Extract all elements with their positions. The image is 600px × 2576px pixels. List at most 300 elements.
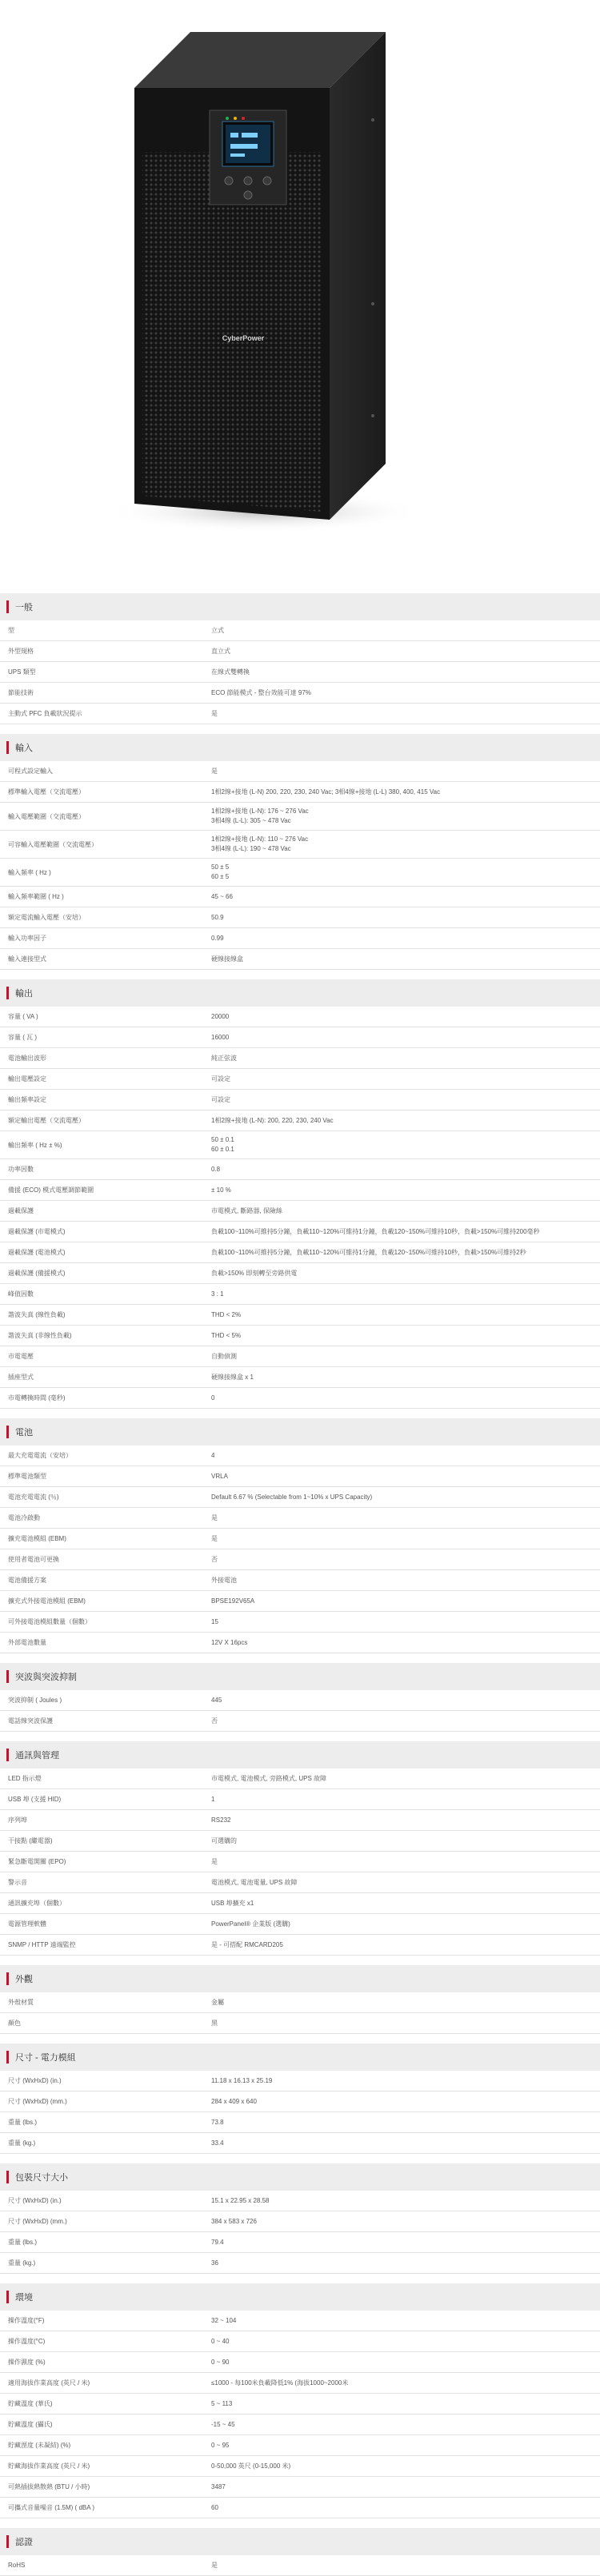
spec-label: 電池備援方案 [8, 1577, 46, 1584]
spec-row [0, 1487, 600, 1508]
spec-value [211, 1308, 600, 1322]
spec-section [0, 1418, 600, 1653]
spec-value [211, 2235, 600, 2250]
spec-value [211, 1246, 600, 1260]
spec-value-line: 36 [211, 2259, 218, 2267]
spec-value-line: 0.8 [211, 1165, 221, 1173]
spec-value-line: 60 ± 5 [211, 873, 230, 880]
spec-section [0, 2163, 600, 2274]
spec-label: 節能技術 [8, 689, 34, 696]
spec-row [0, 1690, 600, 1711]
section-title: 突波與突波抑制 [15, 1673, 77, 1682]
spec-value-line: 負載100~110%可維持5分鐘，負載110~120%可維持1分鐘，負載120~150%可維持10秒，負載>150%可維持2秒 [211, 1248, 526, 1256]
spec-label: 市電電壓 [8, 1353, 34, 1360]
spec-label: 過載保護 (備援模式) [8, 1270, 66, 1277]
spec-value-line: 33.4 [211, 2139, 224, 2147]
spec-value-line: 直立式 [211, 647, 230, 655]
spec-value-line: 32 ~ 104 [211, 2316, 237, 2324]
spec-value-line: 負載>150% 即刻轉至旁路供電 [211, 1269, 298, 1277]
section-header [0, 979, 600, 1007]
spec-label: 輸出頻率設定 [8, 1096, 46, 1103]
spec-label: 電池充電電流 (％) [8, 1493, 59, 1501]
spec-label: 操作溫度(°F) [8, 2317, 45, 2324]
spec-label: 使用者電池可更換 [8, 1556, 59, 1563]
spec-value [211, 931, 600, 946]
spec-row [0, 2373, 600, 2394]
spec-label: 緊急斷電開關 (EPO) [8, 1858, 66, 1865]
spec-label: 過載保護 [8, 1207, 34, 1214]
spec-row [0, 1111, 600, 1131]
spec-label: 輸入頻率範圍 ( Hz ) [8, 893, 64, 900]
section-header [0, 1965, 600, 1992]
spec-value-line: -15 ~ 45 [211, 2420, 235, 2428]
spec-label: 可容輸入電壓範圍（交流電壓） [8, 840, 98, 848]
spec-value-line: 60 [211, 2503, 218, 2511]
spec-row [0, 928, 600, 949]
spec-value-line: 可選購的 [211, 1836, 237, 1844]
spec-label: 警示音 [8, 1879, 27, 1886]
spec-row [0, 2092, 600, 2112]
spec-label: UPS 類型 [8, 668, 36, 676]
spec-value-line: 是 [211, 1857, 218, 1865]
spec-section [0, 1741, 600, 1956]
spec-row [0, 1069, 600, 1090]
spec-value [211, 2095, 600, 2109]
section-accent-bar [6, 2171, 9, 2183]
spec-label: 諧波失真 (非線性負載) [8, 1332, 72, 1339]
spec-value-line: 否 [211, 1555, 218, 1563]
spec-label: LED 指示燈 [8, 1775, 42, 1782]
spec-value-line: USB 埠擴充 x1 [211, 1899, 254, 1907]
spec-value [211, 1031, 600, 1045]
spec-value [211, 952, 600, 967]
spec-value [211, 2314, 600, 2328]
spec-value [211, 1133, 600, 1157]
spec-section [0, 734, 600, 970]
spec-label: 貯藏海拔作業高度 (英尺 / 米) [8, 2462, 90, 2470]
spec-row [0, 2071, 600, 2092]
spec-row [0, 1326, 600, 1346]
spec-value-line: 硬線接線盒 x 1 [211, 1373, 254, 1381]
spec-label: RoHS [8, 2562, 26, 2569]
spec-value [211, 785, 600, 800]
spec-value-line: 445 [211, 1696, 222, 1704]
section-title: 外觀 [15, 1975, 33, 1984]
spec-label: 適用海拔作業高度 (英尺 / 米) [8, 2379, 90, 2387]
spec-value-line: 384 x 583 x 726 [211, 2217, 257, 2225]
spec-label: 諧波失真 (線性負載) [8, 1311, 66, 1318]
section-header [0, 2283, 600, 2311]
spec-value-line: 可設定 [211, 1075, 230, 1083]
spec-row [0, 2311, 600, 2331]
section-title: 尺寸 - 電力模組 [15, 2053, 76, 2063]
spec-label: 峰值因數 [8, 1290, 34, 1298]
spec-value [211, 1996, 600, 2010]
spec-value-line: 45 ~ 66 [211, 892, 233, 900]
spec-value [211, 1114, 600, 1128]
spec-label: 尺寸 (WxHxD) (mm.) [8, 2098, 67, 2105]
spec-value-line: 60 ± 0.1 [211, 1146, 234, 1153]
spec-value [211, 1855, 600, 1869]
spec-row [0, 761, 600, 782]
section-header [0, 1741, 600, 1769]
spec-label: 備援 (ECO) 模式電壓調節範圍 [8, 1186, 94, 1194]
spec-label: 標準輸入電壓（交流電壓） [8, 788, 85, 796]
spec-value [211, 707, 600, 721]
section-accent-bar [6, 1972, 9, 1985]
spec-value-line: 黑 [211, 2019, 218, 2027]
section-accent-bar [6, 2291, 9, 2303]
spec-value-line: 1 [211, 1795, 215, 1803]
spec-section [0, 2283, 600, 2518]
spec-row [0, 2477, 600, 2498]
spec-value [211, 1813, 600, 1828]
spec-label: 擴充式外接電池模組 (EBM) [8, 1597, 86, 1605]
section-header [0, 2163, 600, 2191]
spec-row [0, 2232, 600, 2253]
spec-value [211, 1573, 600, 1588]
spec-row [0, 907, 600, 928]
spec-value [211, 1072, 600, 1087]
spec-row [0, 2211, 600, 2232]
section-accent-bar [6, 1749, 9, 1761]
spec-value [211, 2194, 600, 2208]
spec-label: 尺寸 (WxHxD) (in.) [8, 2197, 62, 2204]
section-accent-bar [6, 987, 9, 999]
spec-row [0, 1346, 600, 1367]
spec-value-line: 3 : 1 [211, 1290, 224, 1298]
spec-value [211, 686, 600, 700]
spec-label: 型 [8, 627, 14, 634]
spec-value-line: 1相2線+接地 (L-N) 200, 220, 230, 240 Vac; 3相4線+接地 (L-L) 380, 400, 415 Vac [211, 788, 441, 796]
spec-row [0, 831, 600, 859]
spec-row [0, 1992, 600, 2013]
spec-label: 操作濕度 (%) [8, 2359, 46, 2366]
spec-value-line: 負載100~110%可維持5分鐘，負載110~120%可維持1分鐘，負載120~150%可維持10秒，負載>150%可維持200毫秒 [211, 1227, 540, 1235]
spec-value-line: 73.8 [211, 2118, 224, 2126]
spec-value [211, 1772, 600, 1786]
spec-row [0, 1090, 600, 1111]
spec-value [211, 2016, 600, 2031]
spec-row [0, 1810, 600, 1831]
spec-value [211, 1162, 600, 1177]
spec-value [211, 1511, 600, 1525]
spec-label: 電池輸出波形 [8, 1055, 46, 1062]
spec-label: 重量 (kg.) [8, 2259, 36, 2267]
spec-label: 外殼材質 [8, 1999, 34, 2006]
spec-row [0, 1914, 600, 1935]
spec-value [211, 2397, 600, 2411]
spec-row [0, 1222, 600, 1242]
spec-value-line: 15.1 x 22.95 x 28.58 [211, 2196, 270, 2204]
spec-value-line: 3相4線 (L-L): 305 ~ 478 Vac [211, 817, 291, 824]
spec-value [211, 1225, 600, 1239]
spec-value-line: THD < 2% [211, 1310, 242, 1318]
spec-row [0, 641, 600, 662]
spec-value-line: 外接電池 [211, 1576, 237, 1584]
spec-label: 過載保護 (市電模式) [8, 1228, 66, 1235]
spec-row [0, 1852, 600, 1872]
spec-row [0, 1633, 600, 1653]
spec-row [0, 1935, 600, 1956]
spec-value [211, 665, 600, 680]
spec-value [211, 644, 600, 659]
spec-value-line: 4 [211, 1451, 215, 1459]
spec-label: 容量 ( VA ) [8, 1013, 38, 1020]
spec-row [0, 1591, 600, 1612]
spec-label: 突波抑制 ( Joules ) [8, 1697, 62, 1704]
section-accent-bar [6, 1670, 9, 1683]
spec-value [211, 2558, 600, 2573]
spec-row [0, 2415, 600, 2435]
spec-value-line: 1相2線+接地 (L-N): 110 ~ 276 Vac [211, 835, 309, 843]
spec-value-line: 否 [211, 1717, 218, 1725]
spec-row [0, 949, 600, 970]
spec-label: 輸入連接型式 [8, 955, 46, 963]
spec-value-line: 0 ~ 40 [211, 2337, 230, 2345]
spec-label: 主動式 PFC 負載狀況提示 [8, 710, 82, 717]
spec-label: 額定輸出電壓（交流電壓） [8, 1117, 85, 1124]
spec-label: 重量 (kg.) [8, 2139, 36, 2147]
spec-row [0, 2013, 600, 2034]
spec-label: 功率因數 [8, 1166, 34, 1173]
spec-row [0, 2191, 600, 2211]
spec-section [0, 979, 600, 1409]
spec-label: 尺寸 (WxHxD) (in.) [8, 2077, 62, 2084]
spec-value-line: 3487 [211, 2482, 226, 2490]
spec-label: 干接點 (繼電器) [8, 1837, 53, 1844]
spec-value-line: 50 ± 5 [211, 863, 230, 871]
spec-value [211, 1051, 600, 1066]
spec-value-line: 在線式雙轉換 [211, 668, 250, 676]
spec-value-line: 純正弦波 [211, 1054, 237, 1062]
spec-value [211, 1449, 600, 1463]
spec-row [0, 1007, 600, 1027]
spec-row [0, 2555, 600, 2576]
spec-label: 電話線突波保護 [8, 1717, 53, 1725]
spec-label: 額定電流輸入電壓（安培） [8, 914, 85, 921]
spec-value [211, 2355, 600, 2370]
spec-value [211, 2074, 600, 2088]
spec-row [0, 1508, 600, 1529]
spec-value-line: 是 [211, 2561, 218, 2569]
spec-label: 外部電池數量 [8, 1639, 46, 1646]
section-header [0, 734, 600, 761]
spec-value-line: 市電模式, 斷路器, 保險絲 [211, 1206, 282, 1214]
brand-logo: CyberPower [222, 334, 265, 342]
spec-row [0, 1367, 600, 1388]
spec-value-line: 5 ~ 113 [211, 2399, 233, 2407]
spec-row [0, 2253, 600, 2274]
spec-row [0, 683, 600, 704]
spec-value [211, 1876, 600, 1890]
spec-label: 通訊擴充埠（個數） [8, 1900, 66, 1907]
spec-label: 標準電池類型 [8, 1473, 46, 1480]
spec-value [211, 1370, 600, 1385]
ups-tower-illustration [0, 0, 600, 576]
section-header [0, 2044, 600, 2071]
spec-label: 容量 ( 瓦 ) [8, 1034, 37, 1041]
spec-label: USB 埠 (支援 HID) [8, 1796, 62, 1803]
spec-value [211, 1183, 600, 1198]
spec-label: 重量 (lbs.) [8, 2119, 37, 2126]
spec-label: 市電轉換時間 (毫秒) [8, 1394, 66, 1402]
spec-value-line: 0-50,000 英尺 (0-15,000 米) [211, 2462, 291, 2470]
section-accent-bar [6, 600, 9, 613]
spec-row [0, 2435, 600, 2456]
spec-section [0, 1663, 600, 1732]
spec-value-line: ± 10 % [211, 1186, 231, 1194]
spec-value [211, 832, 600, 856]
spec-value-line: 3相4線 (L-L): 190 ~ 478 Vac [211, 845, 291, 852]
spec-row [0, 859, 600, 887]
spec-value-line: 1相2線+接地 (L-N): 176 ~ 276 Vac [211, 807, 309, 815]
spec-row [0, 662, 600, 683]
spec-row [0, 803, 600, 831]
section-title: 電池 [15, 1428, 33, 1438]
spec-value-line: ≤1000 - 每100米負載降低1% (海拔1000~2000米 [211, 2379, 349, 2387]
spec-value [211, 2480, 600, 2494]
spec-value-line: 自動偵測 [211, 1352, 237, 1360]
section-title: 認證 [15, 2538, 33, 2547]
spec-row [0, 704, 600, 724]
spec-row [0, 1048, 600, 1069]
spec-value [211, 1266, 600, 1281]
spec-value [211, 911, 600, 925]
section-title: 輸出 [15, 989, 33, 999]
section-title: 輸入 [15, 744, 33, 753]
spec-value [211, 1792, 600, 1807]
spec-value [211, 2438, 600, 2453]
spec-value [211, 1010, 600, 1024]
spec-section [0, 593, 600, 724]
spec-value-line: 市電模式, 電池模式, 旁路模式, UPS 故障 [211, 1774, 327, 1782]
spec-label: 插座型式 [8, 1374, 34, 1381]
spec-row [0, 1549, 600, 1570]
spec-label: 尺寸 (WxHxD) (mm.) [8, 2218, 67, 2225]
spec-label: 輸出電壓設定 [8, 1075, 46, 1083]
spec-row [0, 1711, 600, 1732]
section-header [0, 593, 600, 620]
spec-value [211, 1896, 600, 1911]
spec-row [0, 1201, 600, 1222]
spec-value [211, 2501, 600, 2515]
section-accent-bar [6, 741, 9, 754]
spec-row [0, 782, 600, 803]
spec-value [211, 1287, 600, 1302]
spec-value-line: 79.4 [211, 2238, 224, 2246]
spec-row [0, 887, 600, 907]
spec-value [211, 890, 600, 904]
spec-label: 操作溫度(°C) [8, 2338, 46, 2345]
spec-row [0, 1529, 600, 1549]
spec-value-line: 可設定 [211, 1095, 230, 1103]
spec-value [211, 2418, 600, 2432]
spec-section [0, 2044, 600, 2154]
spec-value [211, 1532, 600, 1546]
spec-label: 電源管理軟體 [8, 1920, 46, 1928]
spec-value [211, 1490, 600, 1505]
spec-row [0, 2133, 600, 2154]
section-title: 一般 [15, 603, 33, 612]
spec-value [211, 2376, 600, 2391]
spec-value [211, 1553, 600, 1567]
spec-value-line: 是 [211, 709, 218, 717]
spec-row [0, 1570, 600, 1591]
spec-row [0, 2112, 600, 2133]
spec-row [0, 1446, 600, 1466]
spec-label: 序列埠 [8, 1816, 27, 1824]
spec-label: 輸入頻率 ( Hz ) [8, 868, 51, 876]
spec-row [0, 1131, 600, 1159]
spec-value-line: 是 [211, 1534, 218, 1542]
spec-row [0, 1180, 600, 1201]
spec-value [211, 1391, 600, 1406]
spec-row [0, 1769, 600, 1789]
spec-row [0, 1159, 600, 1180]
spec-section [0, 2528, 600, 2576]
spec-value [211, 1693, 600, 1708]
section-accent-bar [6, 1426, 9, 1438]
spec-value [211, 1917, 600, 1932]
spec-row [0, 1831, 600, 1852]
section-header [0, 1418, 600, 1446]
spec-value-line: 0.99 [211, 934, 224, 942]
spec-row [0, 1388, 600, 1409]
spec-value [211, 1093, 600, 1107]
spec-value-line: 電池模式, 電池電量, UPS 故障 [211, 1878, 298, 1886]
section-title: 包裝尺寸大小 [15, 2173, 68, 2183]
spec-label: 貯藏溼度 (未凝結) (%) [8, 2442, 71, 2449]
spec-row [0, 2331, 600, 2352]
spec-value-line: BPSE192V65A [211, 1597, 255, 1605]
spec-value-line: Default 6.67 % (Selectable from 1~10% x UPS Capacity) [211, 1493, 373, 1501]
spec-value-line: 50 ± 0.1 [211, 1136, 234, 1143]
spec-row [0, 1284, 600, 1305]
spec-label: 可程式設定輸入 [8, 768, 53, 775]
spec-label: 電池冷啟動 [8, 1514, 40, 1521]
spec-value [211, 1714, 600, 1729]
section-accent-bar [6, 2051, 9, 2064]
spec-value [211, 1469, 600, 1484]
spec-label: 可攜式音量噪音 (1.5M) ( dBA ) [8, 2504, 95, 2511]
spec-row [0, 2394, 600, 2415]
spec-value-line: 50.9 [211, 913, 224, 921]
spec-value [211, 1329, 600, 1343]
spec-label: 過載保護 (電池模式) [8, 1249, 66, 1256]
spec-value-line: 金屬 [211, 1998, 224, 2006]
section-header [0, 2528, 600, 2555]
spec-value-line: 是 [211, 1513, 218, 1521]
spec-value [211, 2115, 600, 2130]
section-title: 通訊與管理 [15, 1751, 59, 1761]
spec-value-line: 0 [211, 1394, 215, 1402]
spec-section [0, 1965, 600, 2034]
spec-value-line: 是 [211, 767, 218, 775]
spec-label: 顏色 [8, 2020, 21, 2027]
specifications-table [0, 584, 600, 2576]
spec-value [211, 1350, 600, 1364]
spec-value [211, 860, 600, 884]
spec-label: 可熱插拔熱散熱 (BTU / 小時) [8, 2483, 90, 2490]
spec-value [211, 624, 600, 638]
spec-label: SNMP / HTTP 遠端監控 [8, 1941, 76, 1948]
spec-value-line: PowerPanel® 企業版 (選購) [211, 1920, 290, 1928]
spec-value-line: 立式 [211, 626, 224, 634]
spec-value [211, 804, 600, 828]
spec-row [0, 2456, 600, 2477]
spec-value [211, 2215, 600, 2229]
